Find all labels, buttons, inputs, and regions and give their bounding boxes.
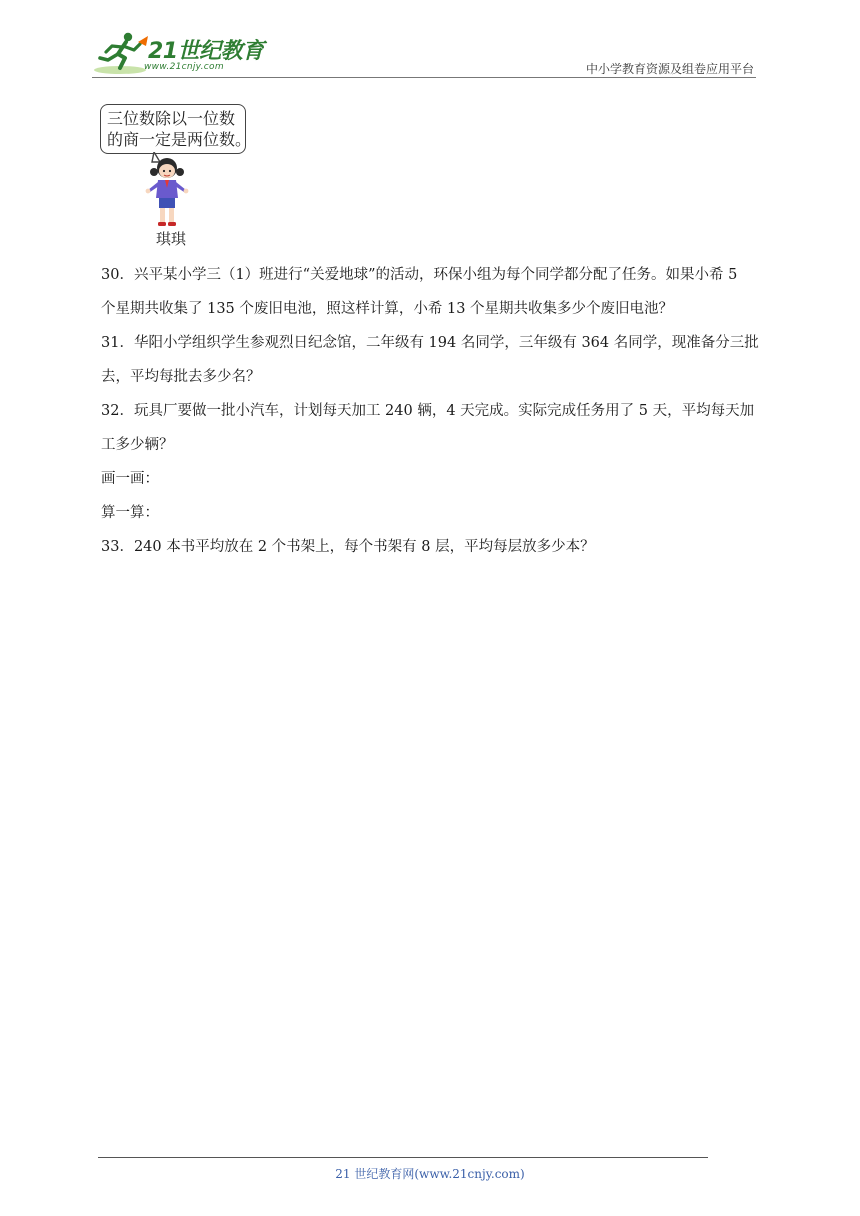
bubble-line-1: 三位数除以一位数 <box>107 109 236 128</box>
figure-caption: 琪琪 <box>156 230 187 248</box>
draw-prompt: 画一画： <box>101 471 159 487</box>
speech-figure <box>98 102 258 250</box>
question-line: 32．玩具厂要做一批小汽车，计划每天加工 240 辆，4 天完成。实际完成任务用了 5 天，平均每天加 <box>101 403 755 419</box>
speech-bubble <box>100 104 252 154</box>
question-line: 30．兴平某小学三（1）班进行“关爱地球”的活动，环保小组为每个同学都分配了任务。如果小希 5 <box>101 267 738 283</box>
platform-tagline: 中小学教育资源及组卷应用平台 <box>585 62 754 76</box>
question-30 <box>101 258 763 326</box>
question-line: 工多少辆？ <box>101 437 174 453</box>
question-line: 去，平均每批去多少名？ <box>101 369 261 385</box>
girl-illustration <box>138 152 198 230</box>
header-divider <box>92 77 756 78</box>
logo-wordmark: 21世纪教育 <box>148 39 264 64</box>
question-line: 33．240 本书平均放在 2 个书架上，每个书架有 8 层，平均每层放多少本？ <box>101 539 595 555</box>
question-list <box>101 258 763 564</box>
calc-prompt: 算一算： <box>101 505 159 521</box>
logo-url: www.21cnjy.com <box>144 62 224 72</box>
question-33 <box>101 530 763 564</box>
question-line: 个星期共收集了 135 个废旧电池，照这样计算，小希 13 个星期共收集多少个废旧电池？ <box>101 301 674 317</box>
footer-divider <box>98 1157 708 1158</box>
runner-logo-icon <box>92 30 152 76</box>
page-header <box>0 0 860 80</box>
footer-link[interactable]: 21 世纪教育网(www.21cnjy.com) <box>335 1167 525 1181</box>
question-line: 31．华阳小学组织学生参观烈日纪念馆，二年级有 194 名同学，三年级有 364 名同学，现准备分三批 <box>101 335 759 351</box>
question-32 <box>101 394 763 530</box>
bubble-line-2: 的商一定是两位数。 <box>107 130 252 149</box>
question-31 <box>101 326 763 394</box>
site-logo[interactable] <box>92 30 262 78</box>
